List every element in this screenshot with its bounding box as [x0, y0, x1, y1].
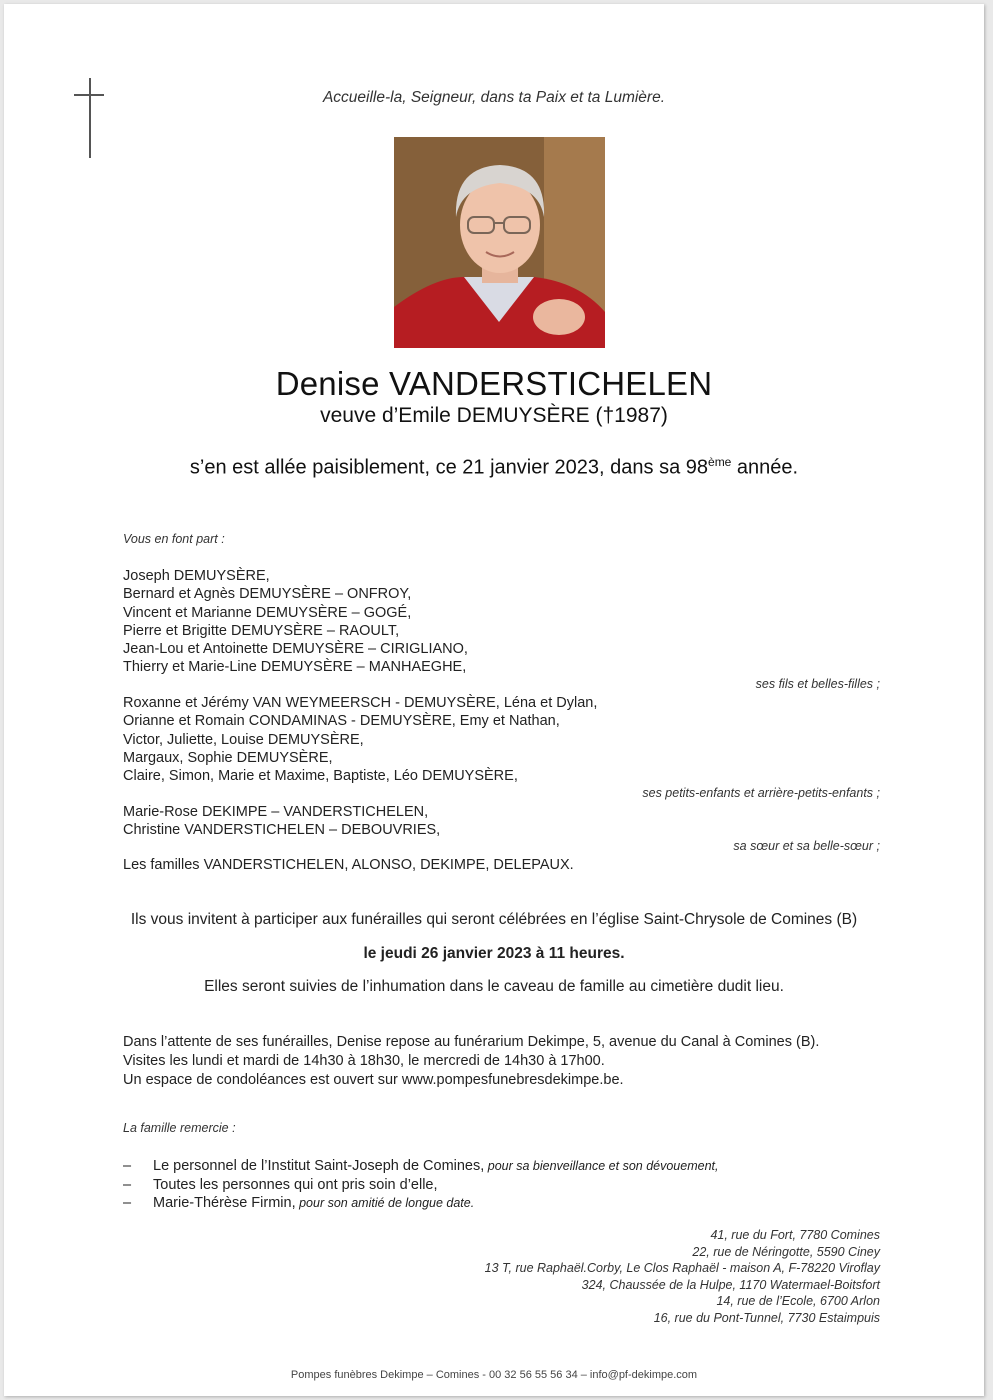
family-group-grandchildren [123, 694, 597, 785]
visitation-line: Dans l’attente de ses funérailles, Denise repose au funérarium Dekimpe, 5, avenue du Canal à Comines (B). [123, 1034, 820, 1050]
address-line: 41, rue du Fort, 7780 Comines [710, 1228, 880, 1242]
family-name: Bernard et Agnès DEMUYSÈRE – ONFROY, [123, 586, 412, 603]
passing-suffix: année. [731, 456, 799, 479]
prayer-text: Accueille-la, Seigneur, dans ta Paix et ta Lumière. [322, 89, 666, 106]
funeral-invitation: Ils vous invitent à participer aux funérailles qui seront célébrées en l’église Saint-Chrysole de Comines (B) [130, 911, 858, 928]
family-name: Margaux, Sophie DEMUYSÈRE, [123, 749, 333, 766]
address-line: 14, rue de l’Ecole, 6700 Arlon [716, 1294, 880, 1308]
family-group-sisters [123, 803, 440, 840]
family-name: Victor, Juliette, Louise DEMUYSÈRE, [123, 731, 364, 748]
announcement-intro: Vous en font part : [123, 532, 225, 546]
passing-line [4, 455, 984, 480]
family-name: Claire, Simon, Marie et Maxime, Baptiste, Léo DEMUYSÈRE, [123, 768, 518, 785]
obituary-page [4, 4, 984, 1396]
funeral-datetime: le jeudi 26 janvier 2023 à 11 heures. [363, 945, 625, 962]
passing-prefix: s’en est allée paisiblement, ce 21 janvier 2023, dans sa 98 [189, 456, 709, 479]
family-name: Christine VANDERSTICHELEN – DEBOUVRIES, [123, 822, 441, 839]
family-group-sons [123, 567, 468, 677]
family-name: Orianne et Romain CONDAMINAS - DEMUYSÈRE, Emy et Nathan, [123, 713, 560, 730]
address-line: 22, rue de Néringotte, 5590 Ciney [692, 1244, 880, 1259]
visitation-info [123, 1033, 819, 1090]
thanks-item-text: Marie-Thérèse Firmin, [153, 1195, 296, 1211]
thanks-item [123, 1194, 718, 1213]
thanks-item-text: Toutes les personnes qui ont pris soin d’elle, [153, 1176, 438, 1193]
family-name: Jean-Lou et Antoinette DEMUYSÈRE – CIRIGLIANO, [123, 641, 468, 658]
relation-label-sisters: sa sœur et sa belle-sœur ; [733, 839, 880, 853]
burial-info: Elles seront suivies de l’inhumation dans le caveau de famille au cimetière dudit lieu. [204, 978, 784, 995]
address-line: 16, rue du Pont-Tunnel, 7730 Estaimpuis [653, 1310, 880, 1325]
list-dash: – [123, 1195, 132, 1211]
address-line: 13 T, rue Raphaël.Corby, Le Clos Raphaël - maison A, F-78220 Viroflay [484, 1261, 880, 1275]
family-name: Joseph DEMUYSÈRE, [123, 568, 270, 584]
list-dash: – [123, 1176, 132, 1193]
address-line: 324, Chaussée de la Hulpe, 1170 Watermael-Boitsfort [581, 1277, 880, 1292]
family-name: Les familles VANDERSTICHELEN, ALONSO, DEKIMPE, DELEPAUX. [123, 857, 574, 873]
thanks-list [123, 1157, 718, 1213]
widow-of-line: veuve d’Emile DEMUYSÈRE (†1987) [320, 404, 668, 427]
thanks-item-note: pour son amitié de longue date. [295, 1196, 475, 1210]
deceased-name: Denise VANDERSTICHELEN [275, 365, 713, 402]
relation-label-sons: ses fils et belles-filles ; [755, 677, 880, 691]
thanks-item [123, 1157, 718, 1176]
family-name: Roxanne et Jérémy VAN WEYMEERSCH - DEMUYSÈRE, Léna et Dylan, [123, 695, 598, 711]
thanks-item-note: pour sa bienveillance et son dévouement, [484, 1159, 719, 1173]
thanks-title: La famille remercie : [123, 1121, 236, 1135]
visitation-line: Visites les lundi et mardi de 14h30 à 18h30, le mercredi de 14h30 à 17h00. [123, 1053, 605, 1069]
passing-superscript: ème [708, 455, 732, 469]
family-name: Vincent et Marianne DEMUYSÈRE – GOGÉ, [123, 604, 412, 621]
thanks-item [123, 1176, 718, 1195]
family-name: Thierry et Marie-Line DEMUYSÈRE – MANHAEGHE, [123, 659, 467, 676]
footer-contact: Pompes funèbres Dekimpe – Comines - 00 32 56 55 56 34 – info@pf-dekimpe.com [290, 1369, 698, 1381]
portrait-photo [394, 137, 605, 348]
visitation-line: Un espace de condoléances est ouvert sur www.pompesfunebresdekimpe.be. [123, 1072, 624, 1088]
family-name: Pierre et Brigitte DEMUYSÈRE – RAOULT, [123, 622, 400, 639]
thanks-item-text: Le personnel de l’Institut Saint-Joseph de Comines, [153, 1158, 485, 1174]
family-group-families [123, 856, 574, 874]
list-dash: – [123, 1158, 132, 1174]
relation-label-grandchildren: ses petits-enfants et arrière-petits-enfants ; [642, 786, 880, 800]
address-list [485, 1227, 880, 1326]
family-name: Marie-Rose DEKIMPE – VANDERSTICHELEN, [123, 804, 429, 820]
